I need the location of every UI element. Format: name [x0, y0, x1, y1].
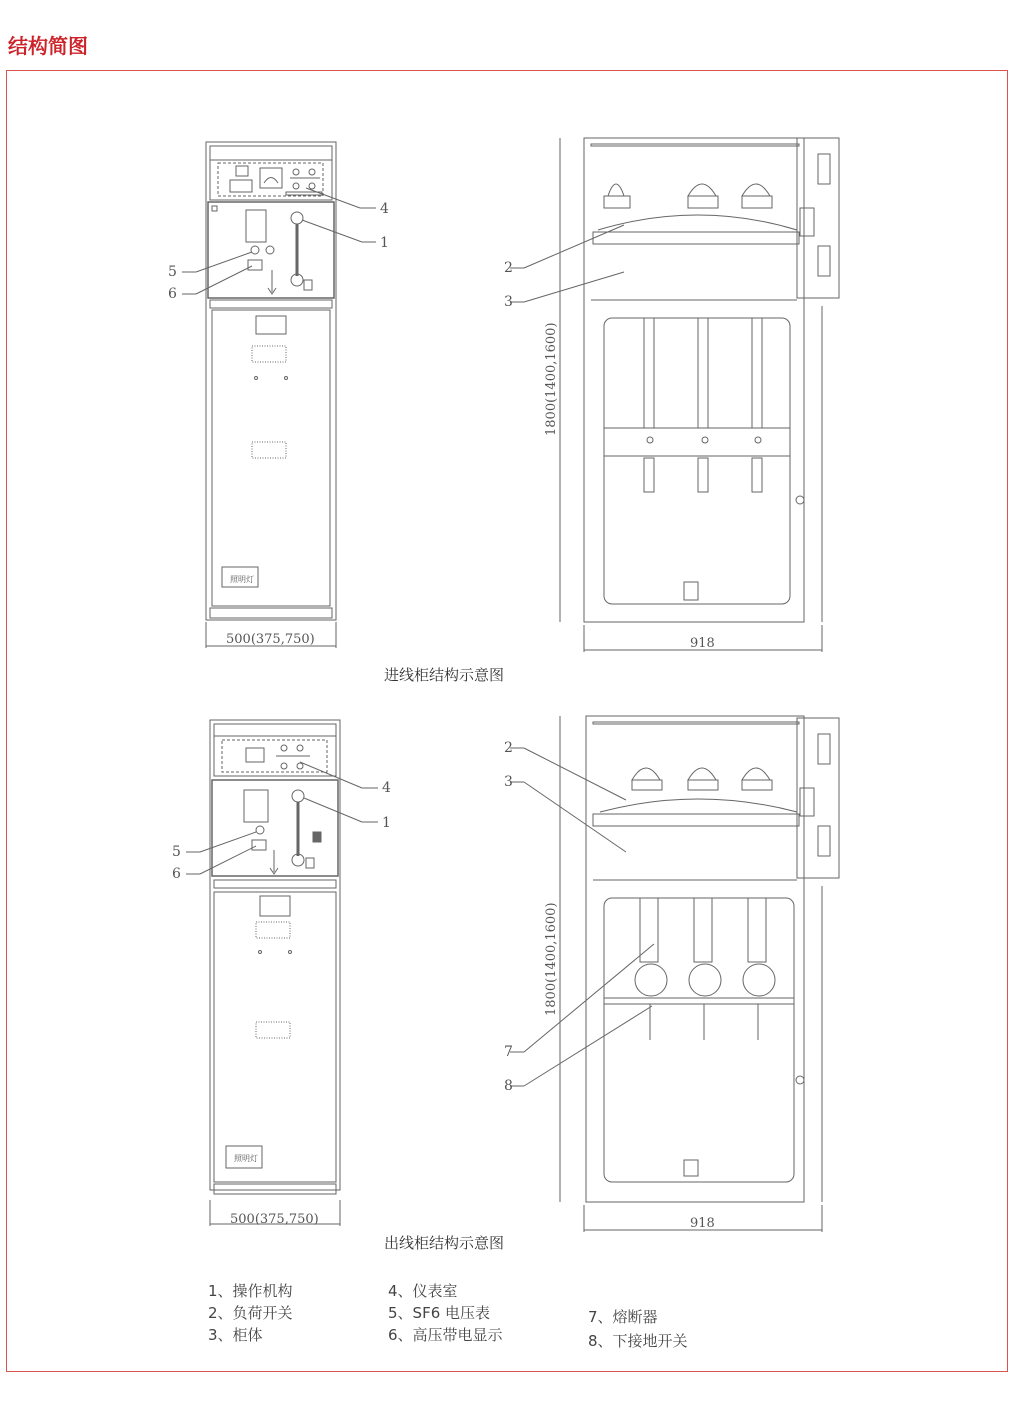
legend-item-8: 8、下接地开关	[588, 1332, 688, 1350]
incoming-callout-4: 4	[380, 201, 389, 217]
legend-item-2: 2、负荷开关	[208, 1304, 293, 1322]
incoming-callout-6: 6	[168, 286, 177, 302]
legend-item-3: 3、柜体	[208, 1326, 263, 1344]
legend-item-7: 7、熔断器	[588, 1308, 658, 1326]
incoming-light-label: 照明灯	[230, 575, 254, 584]
outgoing-height-label: 1800(1400,1600)	[544, 902, 559, 1016]
outgoing-callout-3: 3	[504, 774, 513, 790]
legend-item-5: 5、SF6 电压表	[388, 1304, 491, 1322]
outgoing-callout-5: 5	[172, 844, 181, 860]
incoming-callout-3: 3	[504, 294, 513, 310]
section-title: 结构简图	[8, 34, 88, 58]
incoming-front-view	[206, 142, 336, 648]
incoming-caption: 进线柜结构示意图	[384, 666, 505, 684]
legend-item-1: 1、操作机构	[208, 1282, 293, 1300]
outgoing-callout-6: 6	[172, 866, 181, 882]
incoming-callout-2: 2	[504, 260, 513, 276]
incoming-height-label: 1800(1400,1600)	[544, 322, 559, 436]
incoming-front-width-label: 500(375,750)	[226, 632, 315, 647]
outgoing-front-leaders	[186, 762, 378, 874]
outgoing-front-view	[210, 720, 340, 1226]
incoming-side-width-label: 918	[690, 636, 715, 651]
outgoing-callout-8: 8	[504, 1078, 513, 1094]
outgoing-side-width-label: 918	[690, 1216, 715, 1231]
outgoing-light-label: 照明灯	[234, 1154, 258, 1163]
outgoing-callout-2: 2	[504, 740, 513, 756]
incoming-side-view	[560, 138, 839, 652]
legend-item-6: 6、高压带电显示	[388, 1326, 503, 1344]
outgoing-callout-4: 4	[382, 780, 391, 796]
incoming-callout-1: 1	[380, 235, 389, 251]
legend-item-4: 4、仪表室	[388, 1282, 458, 1300]
outgoing-side-view	[560, 716, 839, 1232]
incoming-callout-5: 5	[168, 264, 177, 280]
outgoing-front-width-label: 500(375,750)	[230, 1212, 319, 1227]
outgoing-caption: 出线柜结构示意图	[384, 1234, 505, 1252]
incoming-side-leaders	[510, 225, 624, 302]
outgoing-callout-7: 7	[504, 1044, 513, 1060]
outgoing-side-leaders	[510, 748, 654, 1086]
incoming-front-leaders	[182, 188, 376, 294]
outgoing-callout-1: 1	[382, 815, 391, 831]
